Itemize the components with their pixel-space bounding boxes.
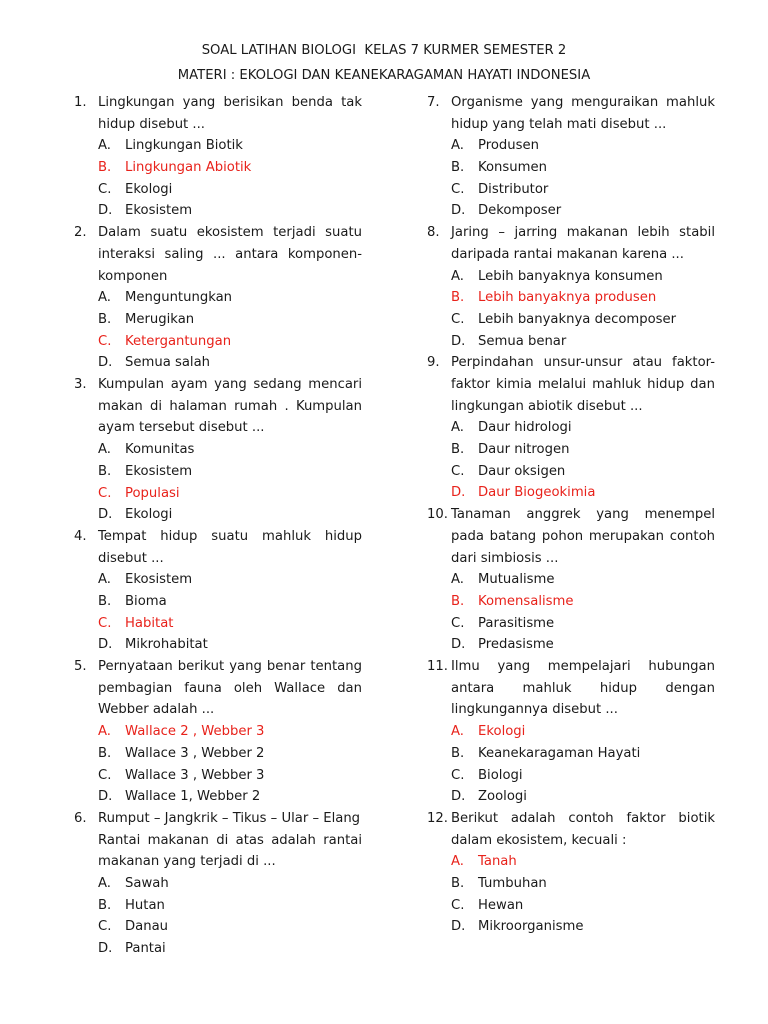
answer-option-correct xyxy=(98,331,362,353)
question-item xyxy=(427,352,715,504)
answer-option xyxy=(451,634,715,656)
option-letter: D. xyxy=(451,789,466,805)
option-letter: C. xyxy=(98,615,112,631)
option-letter: C. xyxy=(451,615,465,631)
question-item xyxy=(74,656,362,808)
option-text: Ekologi xyxy=(125,507,173,523)
question-item xyxy=(74,92,362,222)
question-item xyxy=(427,808,715,938)
option-letter: B. xyxy=(451,593,465,609)
option-letter: A. xyxy=(451,268,464,284)
option-text: Tumbuhan xyxy=(478,875,547,891)
answer-option xyxy=(98,895,362,917)
answer-option xyxy=(98,916,362,938)
question-text: Jaring – jarring makanan lebih stabil daripada rantai makanan karena ... xyxy=(451,225,715,262)
answer-option xyxy=(98,569,362,591)
option-letter: B. xyxy=(98,593,112,609)
option-letter: D. xyxy=(451,919,466,935)
option-letter: C. xyxy=(451,897,465,913)
option-text: Semua benar xyxy=(478,333,567,349)
option-text: Komensalisme xyxy=(478,593,574,609)
question-text: Lingkungan yang berisikan benda tak hidup disebut ... xyxy=(98,95,362,132)
option-letter: B. xyxy=(98,463,112,479)
option-letter: D. xyxy=(98,789,113,805)
option-text: Semua salah xyxy=(125,355,211,371)
question-number: 9. xyxy=(427,355,440,371)
question-item xyxy=(427,92,715,222)
question-text: Tempat hidup suatu mahluk hidup disebut ... xyxy=(98,528,362,566)
question-text: Rumput – Jangkrik – Tikus – Ular – Elang xyxy=(98,810,361,826)
option-text: Zoologi xyxy=(478,789,527,805)
answer-option xyxy=(451,135,715,157)
answer-option xyxy=(451,916,715,938)
answer-option-correct xyxy=(451,851,715,873)
option-letter: B. xyxy=(451,875,465,891)
answer-option xyxy=(451,765,715,787)
option-text: Wallace 1, Webber 2 xyxy=(125,789,261,805)
question-item xyxy=(427,504,715,656)
answer-option-correct xyxy=(451,721,715,743)
answer-option xyxy=(451,157,715,179)
option-text: Ekologi xyxy=(478,724,526,740)
answer-option xyxy=(451,309,715,331)
option-letter: A. xyxy=(451,138,464,154)
worksheet-subtitle: MATERI : EKOLOGI DAN KEANEKARAGAMAN HAYATI INDONESIA xyxy=(177,68,591,83)
question-note: Rantai makanan di atas adalah rantai makanan yang terjadi di ... xyxy=(98,832,362,870)
option-text: Hewan xyxy=(478,897,524,913)
answer-option xyxy=(98,135,362,157)
answer-option xyxy=(451,266,715,288)
option-text: Habitat xyxy=(125,615,174,631)
option-text: Lebih banyaknya konsumen xyxy=(478,268,663,284)
answer-option-correct xyxy=(451,591,715,613)
option-text: Lebih banyaknya decomposer xyxy=(478,311,677,327)
answer-option xyxy=(98,786,362,808)
answer-option-correct xyxy=(98,721,362,743)
option-text: Wallace 3 , Webber 3 xyxy=(125,767,265,783)
option-letter: D. xyxy=(98,507,113,523)
option-text: Populasi xyxy=(125,485,180,501)
answer-option xyxy=(98,765,362,787)
question-number: 6. xyxy=(74,810,87,826)
option-text: Daur Biogeokimia xyxy=(478,485,596,501)
option-text: Predasisme xyxy=(478,637,554,653)
question-number: 1. xyxy=(74,95,87,110)
answer-option xyxy=(451,569,715,591)
question-text: Dalam suatu ekosistem terjadi suatu interaksi saling ... antara komponen-komponen xyxy=(98,225,362,284)
question-column-left xyxy=(74,92,362,960)
question-item xyxy=(427,656,715,808)
answer-option xyxy=(451,786,715,808)
option-letter: B. xyxy=(451,745,465,761)
option-text: Parasitisme xyxy=(478,615,555,631)
option-letter: C. xyxy=(451,767,465,783)
option-letter: A. xyxy=(451,572,464,588)
answer-option xyxy=(98,873,362,895)
answer-option-correct xyxy=(451,287,715,309)
question-number: 5. xyxy=(74,659,87,675)
option-text: Lingkungan Abiotik xyxy=(125,160,252,176)
option-letter: A. xyxy=(98,724,111,740)
option-letter: A. xyxy=(98,290,111,306)
question-item xyxy=(74,374,362,526)
question-item xyxy=(427,222,715,352)
question-number: 8. xyxy=(427,225,440,241)
answer-option xyxy=(451,417,715,439)
option-letter: A. xyxy=(98,442,111,458)
option-text: Bioma xyxy=(125,593,167,609)
option-letter: B. xyxy=(98,160,112,176)
option-text: Lingkungan Biotik xyxy=(125,138,243,154)
question-text: Tanaman anggrek yang menempel pada batang pohon merupakan contoh dari simbiosis ... xyxy=(451,507,715,566)
question-number: 10. xyxy=(427,507,448,523)
option-letter: C. xyxy=(98,181,112,197)
option-text: Mutualisme xyxy=(478,572,555,588)
option-text: Pantai xyxy=(125,941,166,957)
question-number: 12. xyxy=(427,810,448,826)
answer-option xyxy=(451,179,715,201)
option-letter: A. xyxy=(451,854,464,870)
option-text: Produsen xyxy=(478,138,539,154)
option-letter: C. xyxy=(98,485,112,501)
option-letter: D. xyxy=(98,941,113,957)
answer-option-correct xyxy=(98,157,362,179)
answer-option xyxy=(98,179,362,201)
question-column-right xyxy=(427,92,715,938)
answer-option xyxy=(98,461,362,483)
answer-option xyxy=(451,200,715,222)
option-text: Daur oksigen xyxy=(478,463,566,479)
question-number: 4. xyxy=(74,528,87,544)
question-text: Berikut adalah contoh faktor biotik dalam ekosistem, kecuali : xyxy=(451,810,715,848)
worksheet-title: SOAL LATIHAN BIOLOGI KELAS 7 KURMER SEMESTER 2 xyxy=(201,43,567,58)
option-text: Ekosistem xyxy=(125,572,193,588)
option-text: Daur nitrogen xyxy=(478,442,570,458)
question-item xyxy=(74,222,362,374)
answer-option xyxy=(451,613,715,635)
option-text: Sawah xyxy=(125,876,169,891)
option-letter: A. xyxy=(98,138,111,154)
option-text: Lebih banyaknya produsen xyxy=(478,290,657,306)
answer-option xyxy=(98,938,362,960)
option-text: Ekosistem xyxy=(125,203,193,219)
option-letter: D. xyxy=(451,637,466,653)
option-letter: D. xyxy=(98,203,113,219)
option-letter: B. xyxy=(451,442,465,458)
answer-option xyxy=(451,461,715,483)
answer-option xyxy=(98,504,362,526)
option-text: Wallace 3 , Webber 2 xyxy=(125,745,265,761)
option-letter: C. xyxy=(98,767,112,783)
option-text: Wallace 2 , Webber 3 xyxy=(125,724,265,740)
option-letter: A. xyxy=(451,724,464,740)
option-text: Biologi xyxy=(478,767,523,783)
answer-option xyxy=(98,743,362,765)
answer-option xyxy=(98,591,362,613)
option-letter: C. xyxy=(451,181,465,197)
answer-option xyxy=(451,895,715,917)
answer-option xyxy=(451,331,715,353)
option-text: Tanah xyxy=(478,854,517,870)
answer-option-correct xyxy=(98,483,362,505)
option-text: Merugikan xyxy=(125,311,195,327)
option-letter: B. xyxy=(98,897,112,913)
question-item xyxy=(74,808,362,960)
answer-option xyxy=(451,439,715,461)
option-text: Mikrohabitat xyxy=(125,637,208,653)
answer-option xyxy=(451,743,715,765)
option-text: Dekomposer xyxy=(478,203,562,219)
option-letter: A. xyxy=(98,876,111,891)
option-letter: C. xyxy=(451,463,465,479)
option-text: Hutan xyxy=(125,897,165,913)
question-number: 3. xyxy=(74,377,87,393)
option-text: Komunitas xyxy=(125,442,195,458)
option-text: Distributor xyxy=(478,181,549,197)
option-letter: B. xyxy=(451,160,465,176)
option-letter: B. xyxy=(98,311,112,327)
option-text: Danau xyxy=(125,919,169,935)
option-letter: D. xyxy=(451,203,466,219)
question-text: Ilmu yang mempelajari hubungan antara mahluk hidup dengan lingkungannya disebut ... xyxy=(451,659,715,718)
question-number: 2. xyxy=(74,225,87,241)
option-text: Daur hidrologi xyxy=(478,420,572,436)
question-text: Kumpulan ayam yang sedang mencari makan di halaman rumah . Kumpulan ayam tersebut disebut ... xyxy=(98,377,362,436)
option-letter: B. xyxy=(98,745,112,761)
question-text: Pernyataan berikut yang benar tentang pembagian fauna oleh Wallace dan Webber adalah ... xyxy=(98,659,362,718)
question-text: Perpindahan unsur-unsur atau faktor-faktor kimia melalui mahluk hidup dan lingkungan abiotik disebut ... xyxy=(451,355,715,414)
option-letter: A. xyxy=(451,420,464,436)
option-letter: C. xyxy=(451,311,465,327)
option-text: Konsumen xyxy=(478,160,547,176)
answer-option xyxy=(98,352,362,374)
answer-option xyxy=(98,634,362,656)
option-letter: D. xyxy=(451,333,466,349)
answer-option-correct xyxy=(98,613,362,635)
option-text: Keanekaragaman Hayati xyxy=(478,745,641,761)
answer-option xyxy=(451,873,715,895)
answer-option xyxy=(98,200,362,222)
option-letter: A. xyxy=(98,572,111,588)
option-letter: D. xyxy=(98,637,113,653)
option-text: Mikroorganisme xyxy=(478,919,584,935)
option-letter: D. xyxy=(98,355,113,371)
option-text: Menguntungkan xyxy=(125,290,233,306)
question-item xyxy=(74,526,362,656)
option-letter: C. xyxy=(98,919,112,935)
answer-option-correct xyxy=(451,482,715,504)
option-text: Ekosistem xyxy=(125,463,193,479)
question-text: Organisme yang menguraikan mahluk hidup yang telah mati disebut ... xyxy=(451,95,715,132)
answer-option xyxy=(98,309,362,331)
option-text: Ekologi xyxy=(125,181,173,197)
option-text: Ketergantungan xyxy=(125,333,232,349)
option-letter: D. xyxy=(451,485,466,501)
option-letter: C. xyxy=(98,333,112,349)
option-letter: B. xyxy=(451,290,465,306)
question-number: 11. xyxy=(427,659,448,675)
answer-option xyxy=(98,287,362,309)
answer-option xyxy=(98,439,362,461)
question-number: 7. xyxy=(427,95,440,110)
